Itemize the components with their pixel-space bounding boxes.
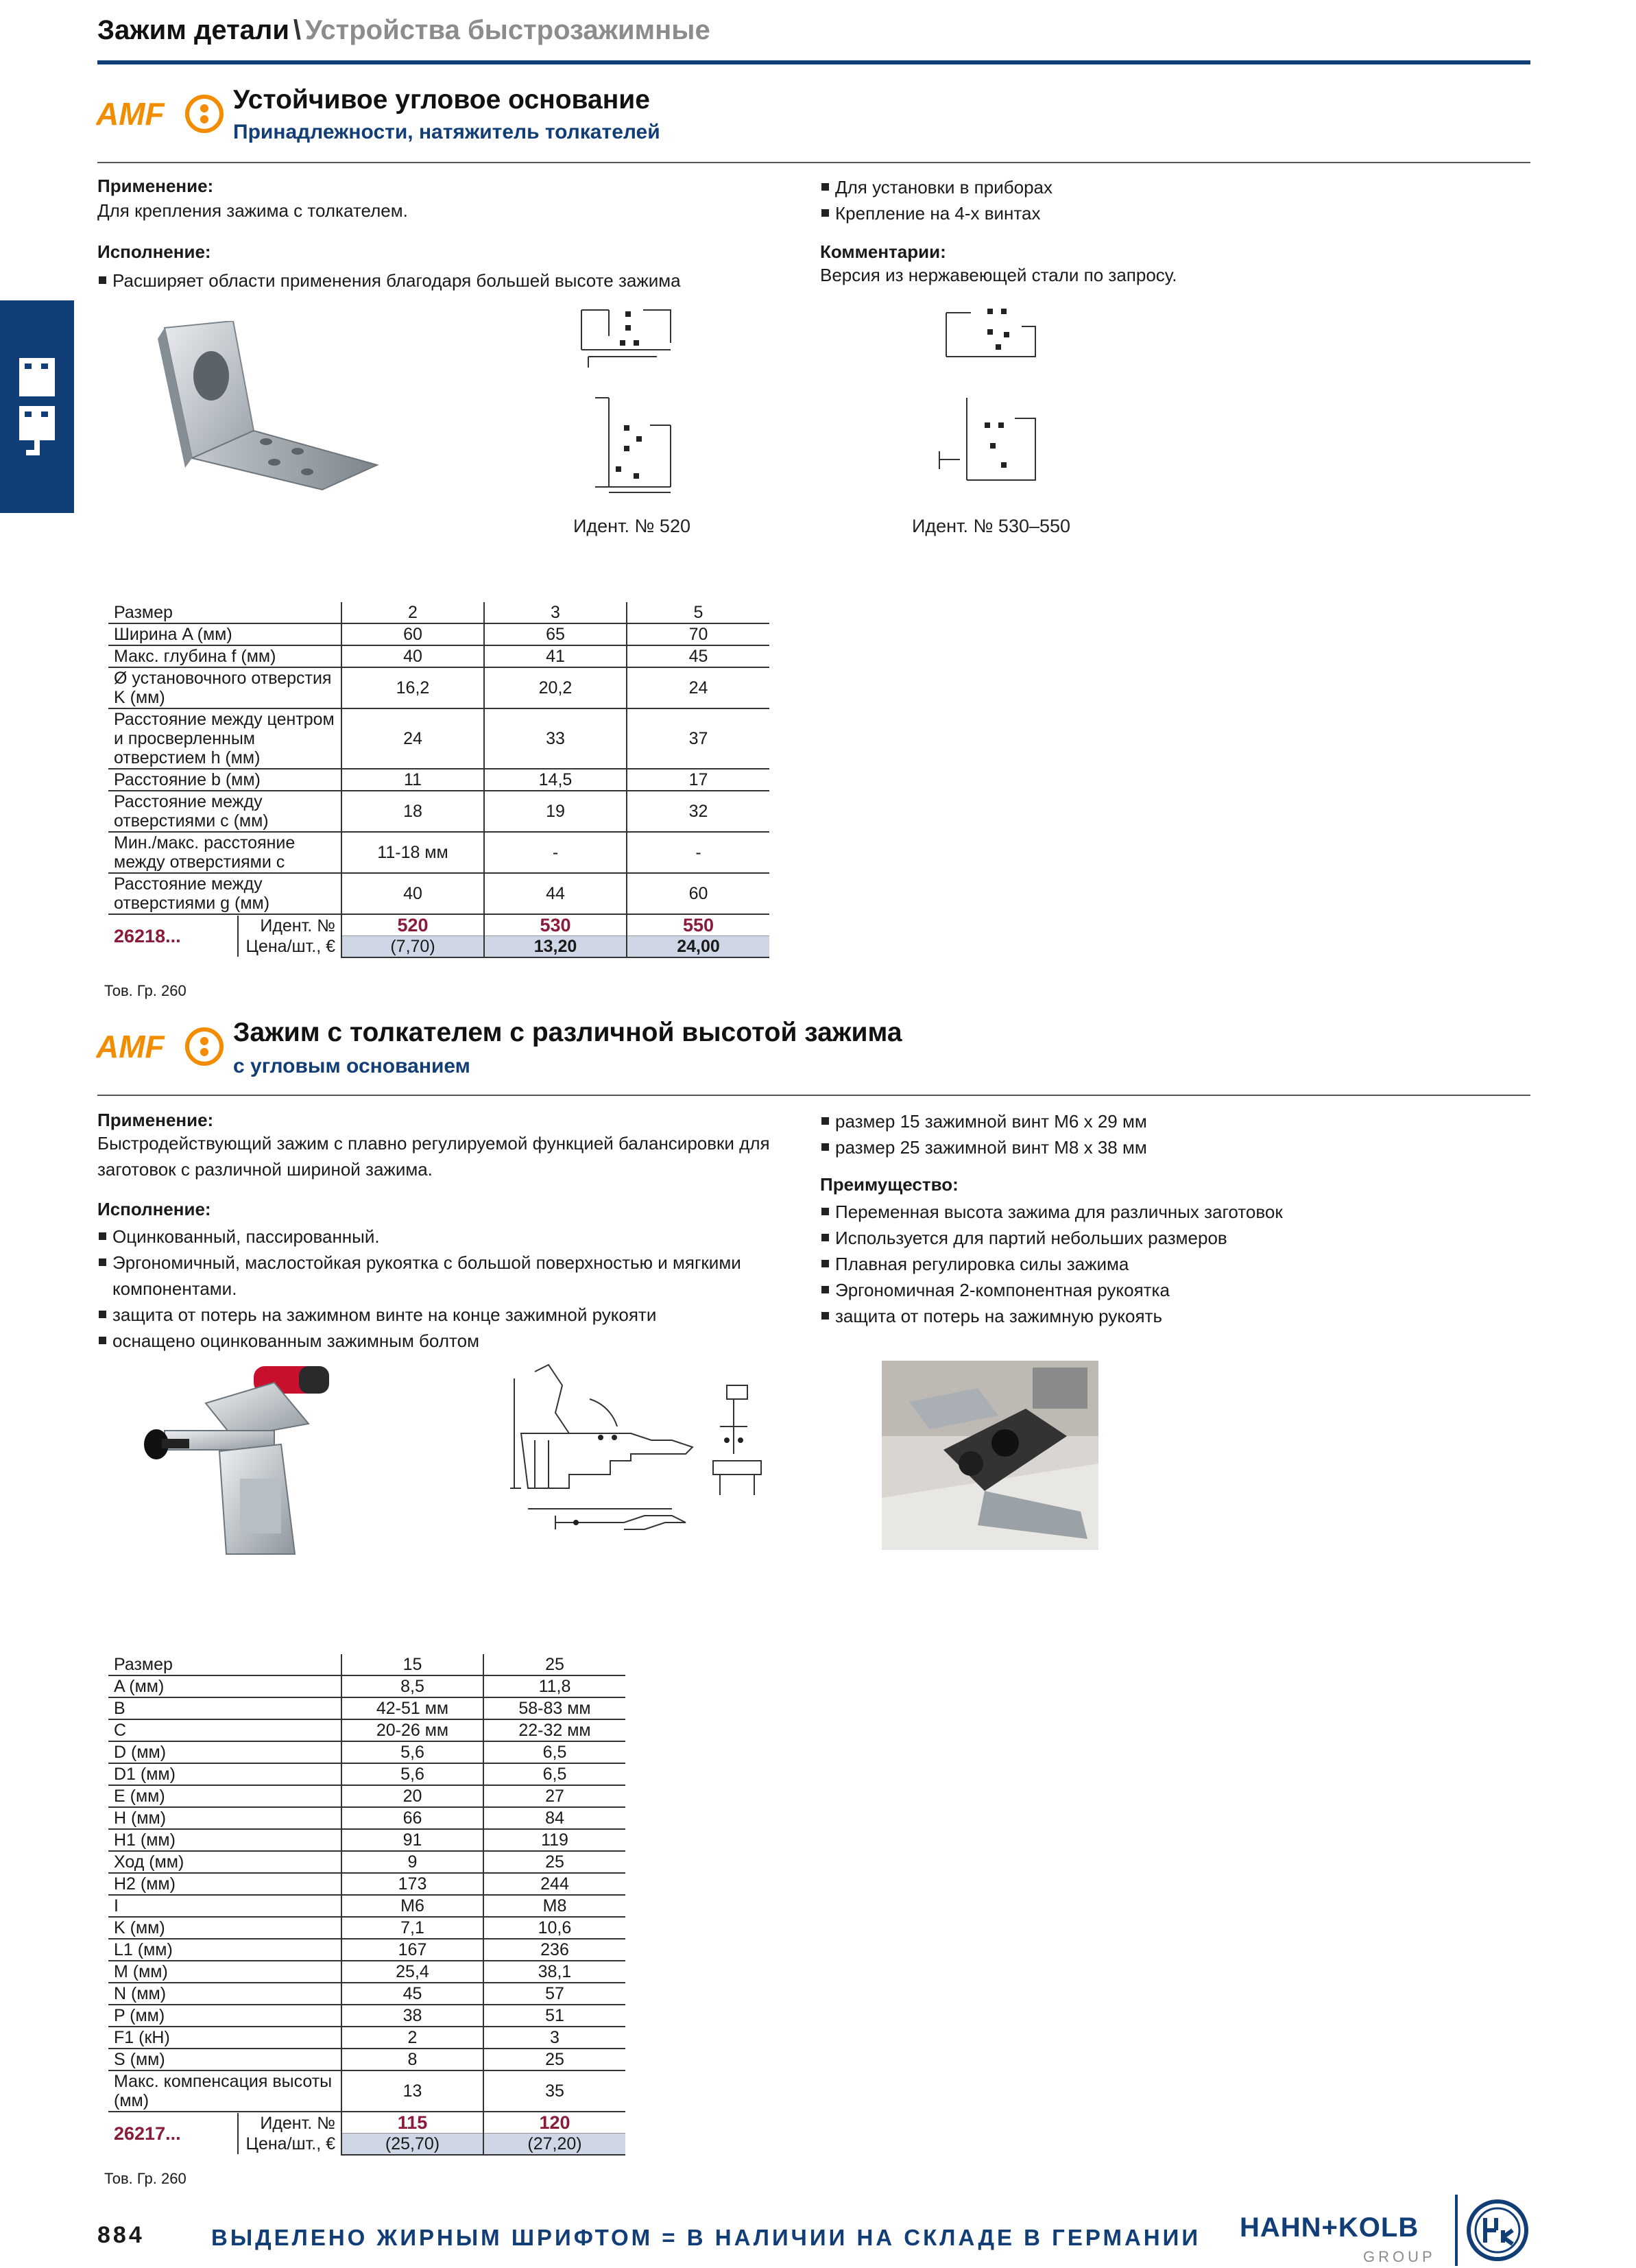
table-row: D1 (мм) 5,6 6,5 xyxy=(108,1763,625,1785)
spec-table-2 xyxy=(108,1654,625,2156)
svg-text:AMF: AMF xyxy=(96,1029,165,1064)
table-row: Макс. компенсация высоты (мм) 13 35 xyxy=(108,2070,625,2112)
amf-logo xyxy=(96,1026,225,1067)
s1-tov: Тов. Гр. 260 xyxy=(104,982,187,999)
table-price-row: (25,70) (27,20) xyxy=(108,2134,625,2156)
list-item: Плавная регулировка силы зажима xyxy=(820,1251,1506,1277)
s2-advantage-label: Преимущество: xyxy=(820,1174,959,1195)
section2-title: Зажим с толкателем с различной высотой зажима xyxy=(233,1018,902,1047)
svg-text:AMF: AMF xyxy=(96,96,165,132)
table-row: A (мм) 8,5 11,8 xyxy=(108,1675,625,1697)
angle-bracket-image xyxy=(151,321,384,492)
s2-execution-list xyxy=(97,1223,810,1354)
list-item: оснащено оцинкованным зажимным болтом xyxy=(97,1328,810,1354)
s2-tov: Тов. Гр. 260 xyxy=(104,2170,187,2187)
amf-logo xyxy=(96,93,225,134)
page-header xyxy=(97,15,710,46)
list-item: Оцинкованный, пассированный. xyxy=(97,1223,810,1250)
stock-note: ВЫДЕЛЕНО ЖИРНЫМ ШРИФТОМ = В НАЛИЧИИ НА СКЛАДЕ В ГЕРМАНИИ xyxy=(211,2225,1201,2250)
technical-drawing-520 xyxy=(568,302,705,501)
section1-rule xyxy=(97,162,1530,163)
article-code-text: 26217... xyxy=(114,2123,181,2144)
list-item: Эргономичный, маслостойкая рукоятка с большой поверхностью и мягкими компонентами. xyxy=(97,1250,810,1302)
list-item: Крепление на 4-х винтах xyxy=(820,200,1506,226)
s2-advantage-list xyxy=(820,1199,1506,1329)
caption-520: Идент. № 520 xyxy=(573,516,690,536)
table-row: K (мм) 7,1 10,6 xyxy=(108,1917,625,1939)
ident-number: 520 xyxy=(341,914,484,936)
section1-subtitle: Принадлежности, натяжитель толкателей xyxy=(233,121,660,143)
table-row: M (мм) 25,4 38,1 xyxy=(108,1961,625,1983)
header-rule xyxy=(97,60,1530,64)
table-row: F1 (кН) 2 3 xyxy=(108,2027,625,2049)
list-item: защита от потерь на зажимном винте на конце зажимной рукояти xyxy=(97,1302,810,1328)
table-ident-row: 26217... Идент. № Цена/шт., € 115 120 xyxy=(108,2112,625,2134)
table-row: C 20-26 мм 22-32 мм xyxy=(108,1719,625,1741)
price-label: Цена/шт., € xyxy=(245,2134,335,2153)
price-value: 13,20 xyxy=(484,936,627,958)
table-row: S (мм) 8 25 xyxy=(108,2049,625,2070)
clamp-closeup-image xyxy=(882,1361,1098,1550)
section2-subtitle: с угловым основанием xyxy=(233,1055,470,1077)
table-row: P (мм) 38 51 xyxy=(108,2005,625,2027)
table-row: Ход (мм) 9 25 xyxy=(108,1851,625,1873)
table-row: Расстояние между центром и просверленным отверстием h (мм) 24 33 37 xyxy=(108,708,769,769)
caption-530-550: Идент. № 530–550 xyxy=(912,516,1071,536)
clamp-icon xyxy=(10,355,64,458)
list-item: Эргономичная 2-компонентная рукоятка xyxy=(820,1277,1506,1303)
table-row: Мин./макс. расстояние между отверстиями c 11-18 мм - - xyxy=(108,832,769,873)
s2-right-list xyxy=(820,1108,1506,1160)
table-ident-row xyxy=(108,914,769,936)
side-tab xyxy=(0,300,74,513)
table-row: D (мм) 5,6 6,5 xyxy=(108,1741,625,1763)
list-item: размер 15 зажимной винт M6 x 29 мм xyxy=(820,1108,1506,1134)
ident-label: Идент. № xyxy=(260,2114,335,2133)
s1-comments-label: Комментарии: xyxy=(820,241,946,262)
section2-rule xyxy=(97,1095,1530,1096)
s1-execution-list xyxy=(97,267,810,294)
price-value: (7,70) xyxy=(341,936,484,958)
s2-execution-label: Исполнение: xyxy=(97,1199,211,1219)
price-value: 24,00 xyxy=(627,936,769,958)
clamp-technical-drawing xyxy=(494,1358,782,1557)
table-row: Ø установочного отверстия K (мм) 16,2 20,2 24 xyxy=(108,667,769,708)
table-row: H1 (мм) 91 119 xyxy=(108,1829,625,1851)
push-clamp-image xyxy=(137,1362,343,1561)
list-item: защита от потерь на зажимную рукоять xyxy=(820,1303,1506,1329)
table-row: Макс. глубина f (мм) 40 41 45 xyxy=(108,645,769,667)
table-row: E (мм) 20 27 xyxy=(108,1785,625,1807)
s1-comments-text: Версия из нержавеющей стали по запросу. xyxy=(820,265,1177,285)
table-header-row: Размер 2 3 5 xyxy=(108,602,769,623)
page-number: 884 xyxy=(97,2222,145,2248)
spec-table-1 xyxy=(108,602,769,958)
table-header-row: Размер 15 25 xyxy=(108,1654,625,1675)
list-item: Для установки в приборах xyxy=(820,174,1506,200)
ident-number: 530 xyxy=(484,914,627,936)
company-group: GROUP xyxy=(1363,2248,1436,2265)
table-row: H2 (мм) 173 244 xyxy=(108,1873,625,1895)
ident-number: 550 xyxy=(627,914,769,936)
article-code-text: 26218... xyxy=(114,926,181,946)
s1-execution-label: Исполнение: xyxy=(97,241,211,262)
s1-application-label: Применение: xyxy=(97,176,214,196)
list-item: Переменная высота зажима для различных заготовок xyxy=(820,1199,1506,1225)
s2-application-text: Быстродействующий зажим с плавно регулируемой функцией балансировки для заготовок с различной шириной зажима. xyxy=(97,1133,770,1180)
table-row: Расстояние между отверстиями c (мм) 18 19 32 xyxy=(108,791,769,832)
s1-right-list xyxy=(820,174,1506,226)
company-name: HAHN+KOLB xyxy=(1240,2212,1419,2243)
section1-title: Устойчивое угловое основание xyxy=(233,85,650,115)
table-row: B 42-51 мм 58-83 мм xyxy=(108,1697,625,1719)
table-row: H (мм) 66 84 xyxy=(108,1807,625,1829)
table-row: N (мм) 45 57 xyxy=(108,1983,625,2005)
table-row: Расстояние между отверстиями g (мм) 40 44 60 xyxy=(108,873,769,914)
ident-label: Идент. № xyxy=(260,916,335,935)
s2-application-label: Применение: xyxy=(97,1110,214,1130)
article-code xyxy=(108,914,341,957)
table-row: I M6 M8 xyxy=(108,1895,625,1917)
header-separator: \ xyxy=(293,15,302,45)
s1-application-text: Для крепления зажима с толкателем. xyxy=(97,200,408,221)
technical-drawing-530-550 xyxy=(933,302,1070,501)
list-item: Используется для партий небольших размеров xyxy=(820,1225,1506,1251)
header-sub: Устройства быстрозажимные xyxy=(305,15,710,45)
article-code xyxy=(108,2112,341,2155)
table-row: L1 (мм) 167 236 xyxy=(108,1939,625,1961)
hahn-kolb-emblem xyxy=(1455,2195,1530,2266)
list-item: размер 25 зажимной винт M8 x 38 мм xyxy=(820,1134,1506,1160)
price-label: Цена/шт., € xyxy=(245,937,335,956)
table-row: Расстояние b (мм) 11 14,5 17 xyxy=(108,769,769,791)
header-main: Зажим детали xyxy=(97,15,289,45)
table-row: Ширина A (мм) 60 65 70 xyxy=(108,623,769,645)
list-item: Расширяет области применения благодаря большей высоте зажима xyxy=(97,267,810,294)
